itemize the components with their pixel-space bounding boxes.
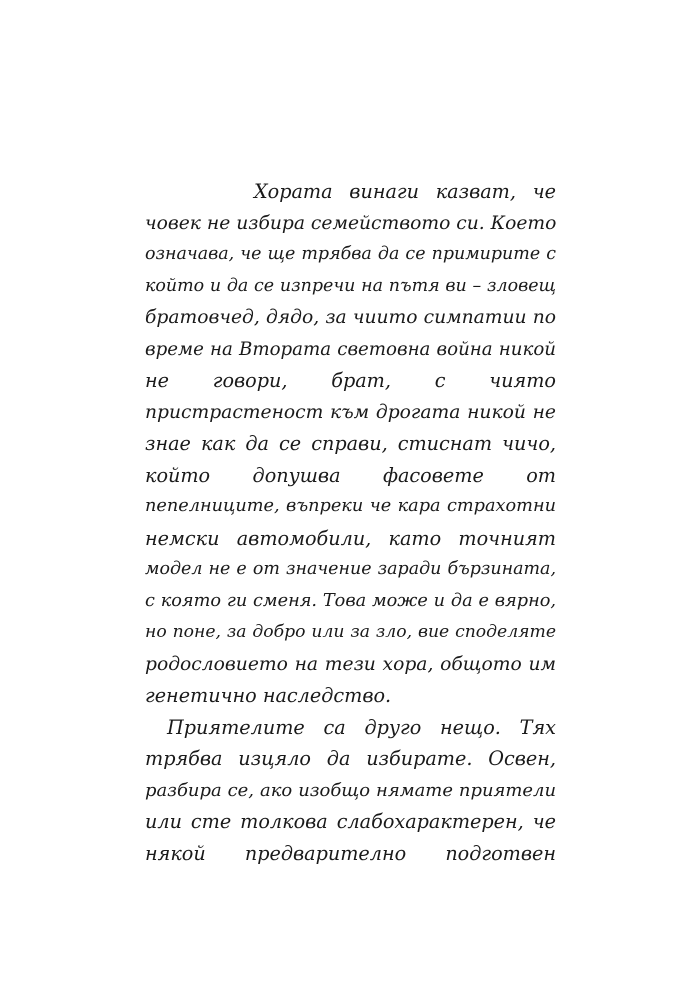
body-text <box>145 176 556 869</box>
text-line: означава, че ще трябва да се примирите с <box>145 244 556 264</box>
text-line: родословието на тези хора, общото им <box>145 653 556 675</box>
text-line: време на Втората световна война никой <box>145 338 556 360</box>
text-line: не говори, брат, с чиято <box>145 369 556 392</box>
text-line: или сте толкова слабохарактерен, че <box>145 810 556 833</box>
text-line: пристрастеност към дрогата никой не <box>145 401 556 423</box>
text-line: немски автомобили, като точният <box>145 526 556 550</box>
text-line: братовчед, дядо, за чиито симпатии по <box>145 307 556 328</box>
text-line: който допушва фасовете от <box>145 463 556 487</box>
text-line: генетично наследство. <box>145 684 392 707</box>
text-line: знае как да се справи, стиснат чичо, <box>145 432 556 455</box>
text-line: Хората винаги казват, че <box>254 180 556 203</box>
text-line: човек не избира семейството си. Което <box>145 212 556 234</box>
text-line: който и да се изпречи на пътя ви – зловещ <box>145 275 556 296</box>
text-line: трябва изцяло да избирате. Освен, <box>145 747 556 770</box>
text-line: с която ги сменя. Това може и да е вярно, <box>145 590 556 611</box>
text-line: пепелниците, въпреки че кара страхотни <box>145 496 556 516</box>
text-line: но поне, за добро или за зло, вие споделяте <box>145 622 556 642</box>
text-line: някой предварително подготвен <box>145 841 556 865</box>
text-line: модел не е от значение заради бързината, <box>145 559 556 579</box>
text-line: Приятелите са друго нещо. Тях <box>167 715 556 739</box>
text-line: разбира се, ако изобщо нямате приятели <box>145 779 556 801</box>
